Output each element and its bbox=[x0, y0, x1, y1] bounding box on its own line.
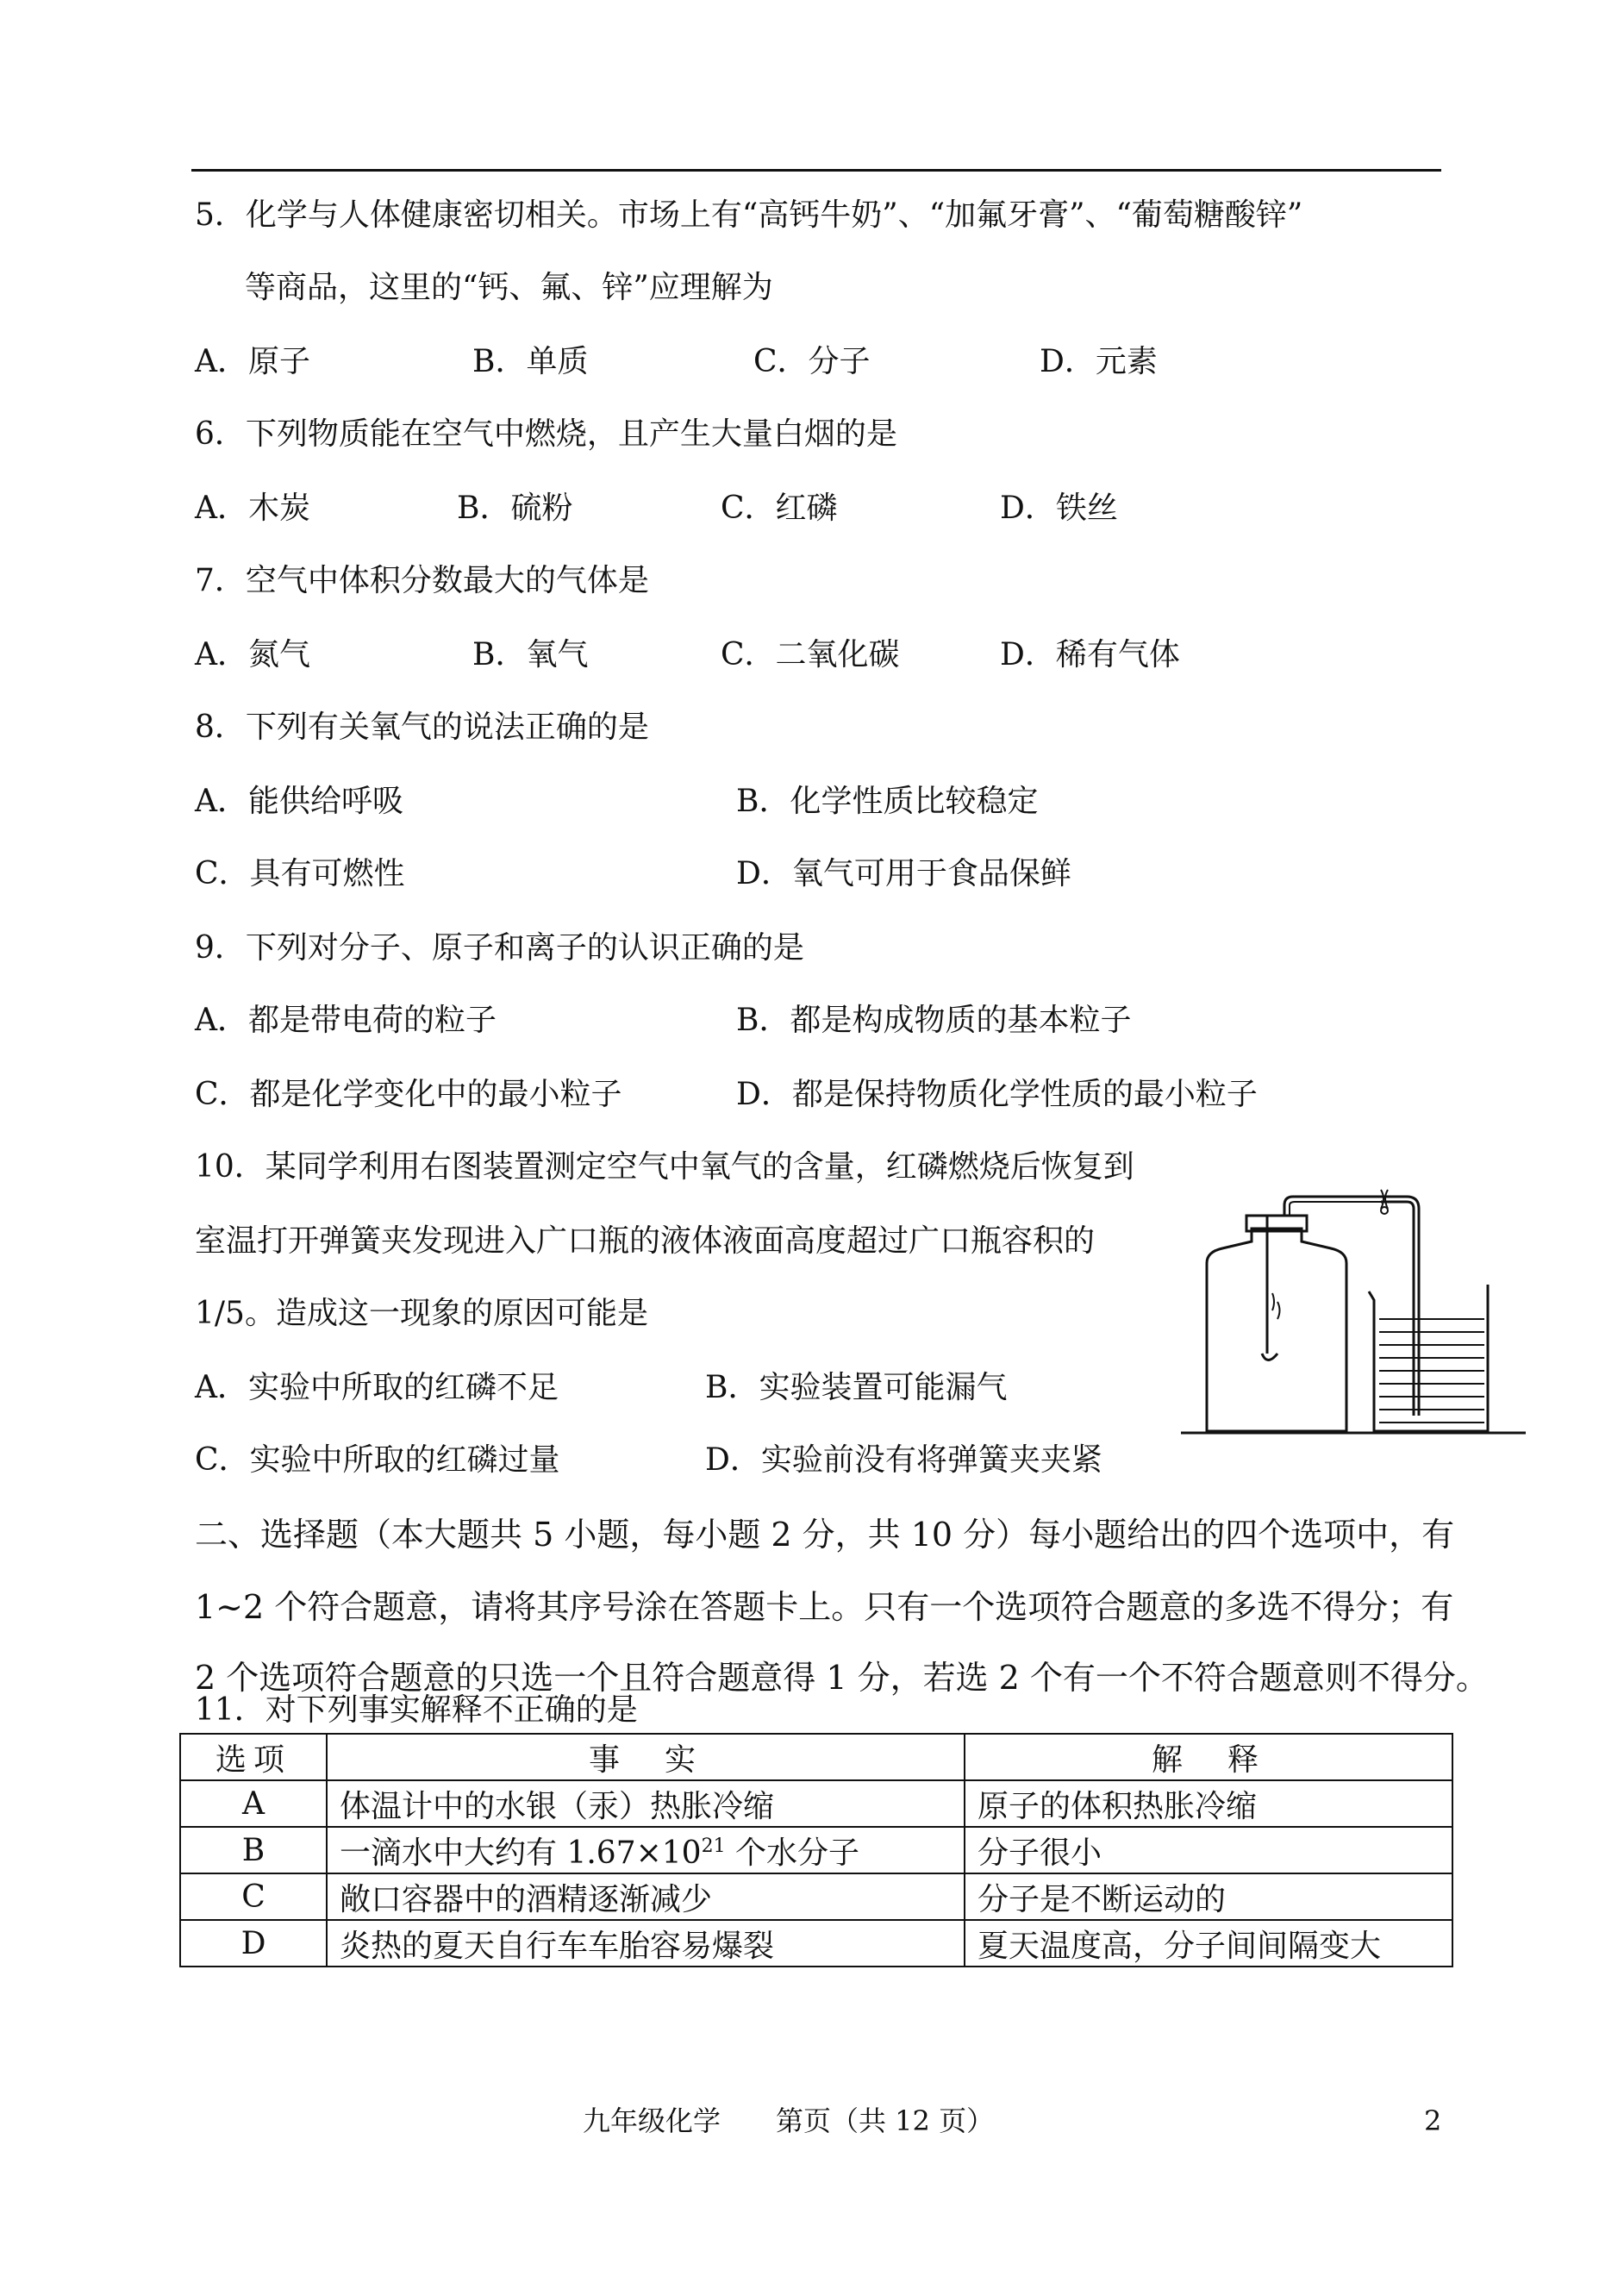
q10-option-a: A．实验中所取的红磷不足 bbox=[195, 1370, 559, 1405]
q5-stem-line2: 等商品，这里的“钙、氟、锌”应理解为 bbox=[245, 270, 773, 305]
q9-option-c: C．都是化学变化中的最小粒子 bbox=[195, 1077, 622, 1112]
table-row bbox=[180, 1827, 1452, 1873]
q7-option-a: A．氮气 bbox=[195, 637, 310, 672]
table-row bbox=[180, 1873, 1452, 1920]
header-fact: 事 实 bbox=[327, 1734, 965, 1780]
q6-stem: 6．下列物质能在空气中燃烧，且产生大量白烟的是 bbox=[195, 416, 897, 452]
q10-option-d: D．实验前没有将弹簧夹夹紧 bbox=[705, 1442, 1102, 1478]
q10-stem-line2: 室温打开弹簧夹发现进入广口瓶的液体液面高度超过广口瓶容积的 bbox=[195, 1223, 1096, 1259]
q7-option-c: C．二氧化碳 bbox=[721, 637, 900, 672]
q8-option-b: B．化学性质比较稳定 bbox=[736, 784, 1039, 819]
table-row bbox=[180, 1780, 1452, 1827]
row-option: A bbox=[180, 1780, 327, 1827]
spring-clip bbox=[1381, 1190, 1388, 1209]
q7-option-d: D．稀有气体 bbox=[1000, 637, 1180, 672]
spoon-cup bbox=[1262, 1354, 1277, 1360]
beaker-water bbox=[1379, 1319, 1484, 1423]
row-explanation: 分子很小 bbox=[965, 1827, 1452, 1873]
q6-option-d: D．铁丝 bbox=[1000, 491, 1118, 526]
fact-exponent: 21 bbox=[701, 1835, 726, 1857]
q9-option-b: B．都是构成物质的基本粒子 bbox=[736, 1003, 1132, 1038]
q7-option-b: B．氧气 bbox=[472, 637, 589, 672]
q5-stem-line1: 5．化学与人体健康密切相关。市场上有“高钙牛奶”、“加氟牙膏”、“葡萄糖酸锌” bbox=[195, 197, 1303, 233]
q6-option-c: C．红磷 bbox=[721, 491, 838, 526]
table-row bbox=[180, 1920, 1452, 1967]
q5-option-c: C．分子 bbox=[753, 344, 871, 379]
row-explanation: 原子的体积热胀冷缩 bbox=[965, 1780, 1452, 1827]
q10-stem-line3: 1/5。造成这一现象的原因可能是 bbox=[195, 1296, 648, 1331]
q9-option-d: D．都是保持物质化学性质的最小粒子 bbox=[736, 1077, 1258, 1112]
header-explanation: 解 释 bbox=[965, 1734, 1452, 1780]
section2-line3: 2 个选项符合题意的只选一个且符合题意得 1 分，若选 2 个有一个不符合题意则不得分。 bbox=[195, 1659, 1489, 1697]
q11-table bbox=[179, 1733, 1453, 1967]
q8-option-c: C．具有可燃性 bbox=[195, 856, 405, 891]
q8-option-a: A．能供给呼吸 bbox=[195, 784, 403, 819]
jar-outline bbox=[1207, 1229, 1346, 1431]
q5-option-d: D．元素 bbox=[1040, 344, 1158, 379]
page-number: 2 bbox=[1424, 2104, 1442, 2137]
q8-stem: 8．下列有关氧气的说法正确的是 bbox=[195, 710, 649, 745]
q10-stem-line1: 10．某同学利用右图装置测定空气中氧气的含量，红磷燃烧后恢复到 bbox=[195, 1149, 1134, 1185]
section2-line1: 二、选择题（本大题共 5 小题，每小题 2 分，共 10 分）每小题给出的四个选项中，有 bbox=[195, 1516, 1455, 1554]
fact-text-post: 个水分子 bbox=[725, 1835, 860, 1871]
header-rule bbox=[191, 169, 1441, 172]
row-fact: 体温计中的水银（汞）热胀冷缩 bbox=[327, 1780, 965, 1827]
fact-text-pre: 一滴水中大约有 1.67×10 bbox=[340, 1835, 702, 1871]
q10-option-c: C．实验中所取的红磷过量 bbox=[195, 1442, 560, 1478]
row-fact: 炎热的夏天自行车车胎容易爆裂 bbox=[327, 1920, 965, 1967]
q11-stem: 11．对下列事实解释不正确的是 bbox=[195, 1692, 638, 1728]
q7-stem: 7．空气中体积分数最大的气体是 bbox=[195, 563, 649, 598]
flame-marks bbox=[1272, 1293, 1280, 1319]
q10-option-b: B．实验装置可能漏气 bbox=[705, 1370, 1008, 1405]
q6-option-b: B．硫粉 bbox=[457, 491, 573, 526]
q5-option-a: A．原子 bbox=[195, 344, 310, 379]
row-option: B bbox=[180, 1827, 327, 1873]
row-fact: 敞口容器中的酒精逐渐减少 bbox=[327, 1873, 965, 1920]
q5-option-b: B．单质 bbox=[472, 344, 589, 379]
q8-option-d: D．氧气可用于食品保鲜 bbox=[736, 856, 1071, 891]
row-option: C bbox=[180, 1873, 327, 1920]
row-explanation: 分子是不断运动的 bbox=[965, 1873, 1452, 1920]
oxygen-apparatus-diagram bbox=[1181, 1181, 1526, 1440]
tube-left bbox=[1284, 1197, 1381, 1216]
footer-text: 九年级化学 第页（共 12 页） bbox=[583, 2104, 995, 2137]
row-option: D bbox=[180, 1920, 327, 1967]
tube-right bbox=[1381, 1197, 1419, 1416]
table-header-row bbox=[180, 1734, 1452, 1780]
row-fact bbox=[327, 1827, 965, 1873]
q9-stem: 9．下列对分子、原子和离子的认识正确的是 bbox=[195, 930, 804, 966]
q9-option-a: A．都是带电荷的粒子 bbox=[195, 1003, 497, 1038]
header-option: 选项 bbox=[180, 1734, 327, 1780]
section2-line2: 1~2 个符合题意，请将其序号涂在答题卡上。只有一个选项符合题意的多选不得分；有 bbox=[195, 1588, 1454, 1626]
q6-option-a: A．木炭 bbox=[195, 491, 310, 526]
row-explanation: 夏天温度高，分子间间隔变大 bbox=[965, 1920, 1452, 1967]
